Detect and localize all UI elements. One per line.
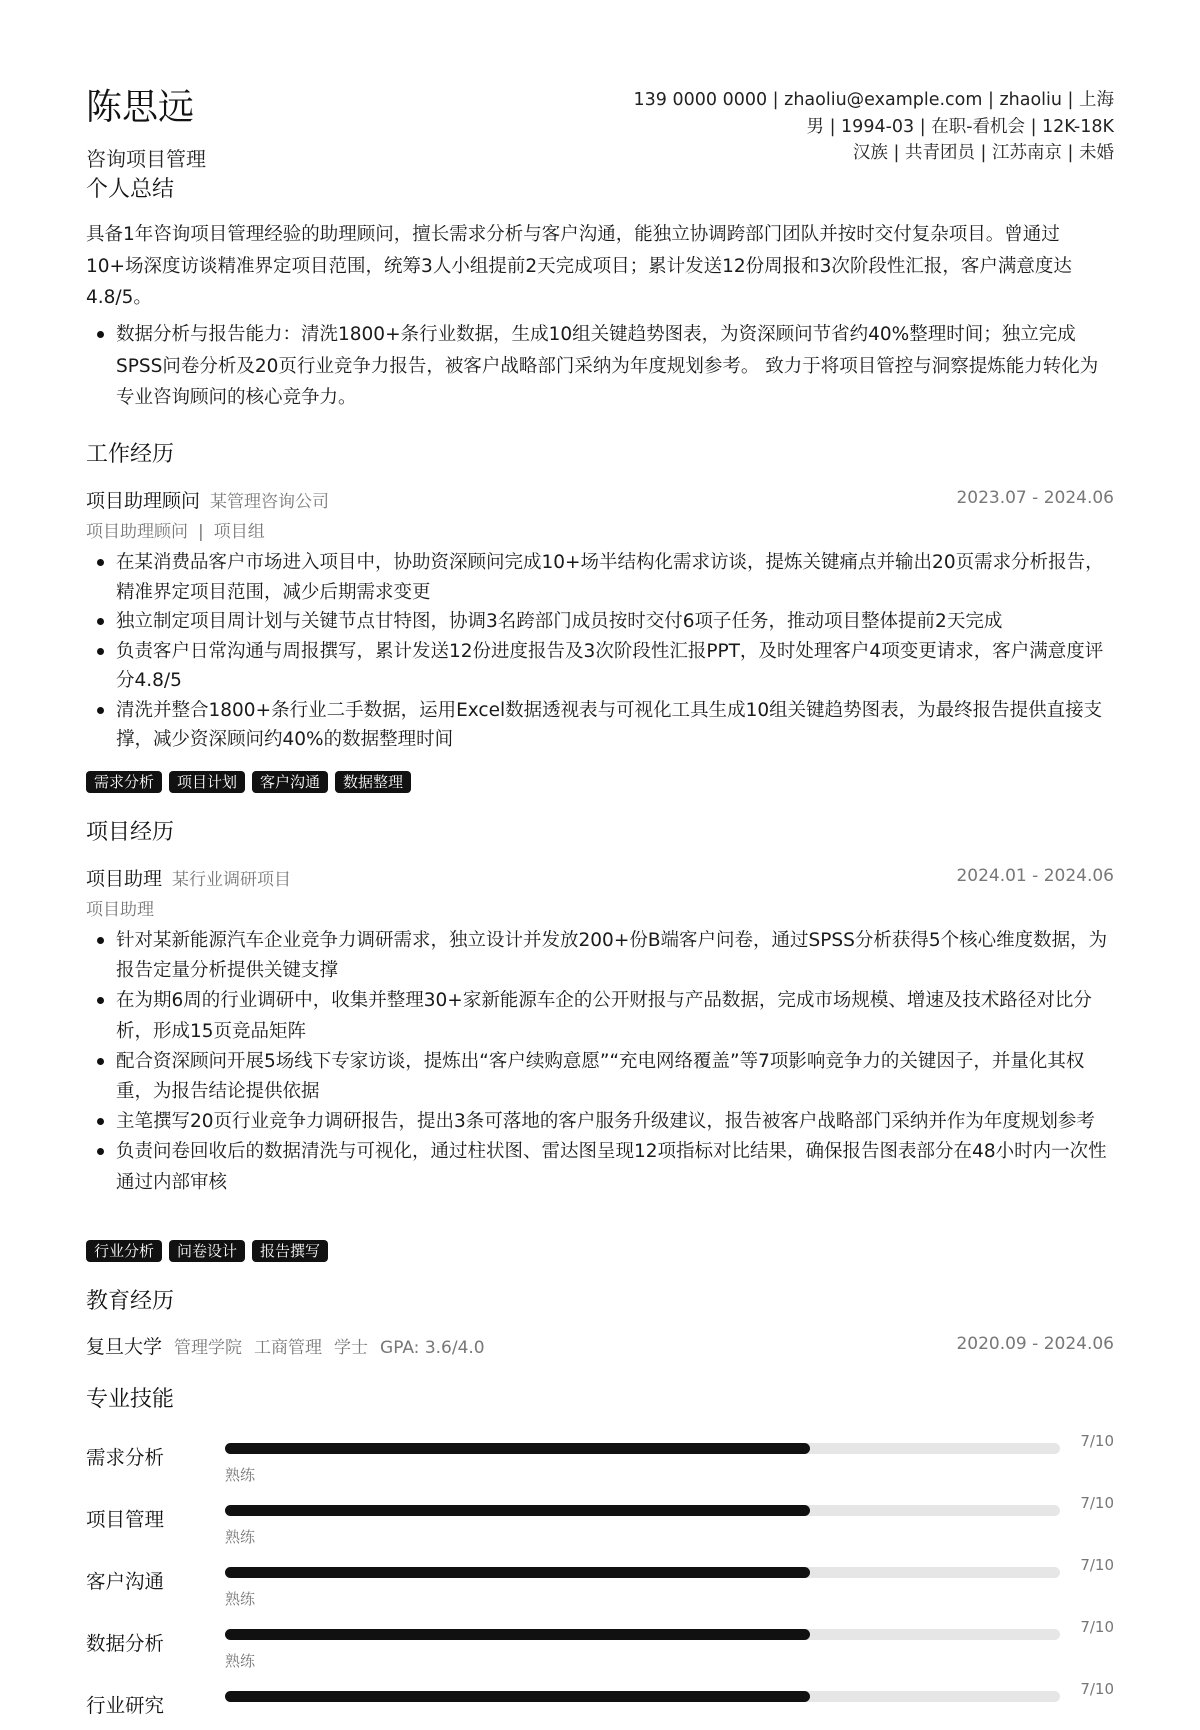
list-item: 负责问卷回收后的数据清洗与可视化，通过柱状图、雷达图呈现12项指标对比结果，确保报告图表部分在48小时内一次性通过内部审核	[86, 1137, 1116, 1197]
skill-score: 7/10	[1080, 1494, 1114, 1512]
skill-progress-fill	[225, 1443, 810, 1454]
skill-tag: 行业分析	[86, 1240, 162, 1262]
skill-tag: 客户沟通	[252, 771, 328, 793]
degree: 学士	[334, 1338, 369, 1358]
contact-line: 139 0000 0000 | zhaoliu@example.com | zhaoliu | 上海	[633, 90, 1114, 110]
project-date: 2024.01 - 2024.06	[956, 866, 1114, 886]
contact-info	[634, 87, 1114, 167]
list-item: 独立制定项目周计划与关键节点甘特图，协调3名跨部门成员按时交付6项子任务，推动项目整体提前2天完成	[86, 607, 1116, 637]
work-subline	[86, 517, 265, 542]
work-sub-team: 项目组	[213, 522, 265, 542]
skill-tag: 需求分析	[86, 771, 162, 793]
skill-score: 7/10	[1080, 1680, 1114, 1698]
section-title-summary: 个人总结	[86, 177, 175, 202]
work-date: 2023.07 - 2024.06	[956, 488, 1114, 508]
section-title-project: 项目经历	[86, 820, 175, 845]
work-tags	[86, 771, 411, 793]
skill-level: 熟练	[225, 1466, 256, 1484]
list-item: 主笔撰写20页行业竞争力调研报告，提出3条可落地的客户服务升级建议，报告被客户战略部门采纳并作为年度规划参考	[86, 1107, 1116, 1137]
skill-score: 7/10	[1080, 1556, 1114, 1574]
project-position: 项目助理	[86, 868, 163, 890]
skill-score: 7/10	[1080, 1618, 1114, 1636]
candidate-name: 陈思远	[86, 87, 195, 128]
skill-tag: 数据整理	[335, 771, 411, 793]
skill-level: 熟练	[225, 1528, 256, 1546]
skill-name: 项目管理	[86, 1508, 165, 1531]
skill-row	[86, 1674, 1114, 1730]
work-sub-role: 项目助理顾问	[86, 522, 188, 542]
gpa: GPA: 3.6/4.0	[380, 1338, 485, 1358]
skill-tag: 项目计划	[169, 771, 245, 793]
work-position: 项目助理顾问	[86, 490, 201, 512]
skill-name: 客户沟通	[86, 1570, 165, 1593]
skill-progress-track	[225, 1567, 1060, 1578]
project-tags	[86, 1240, 328, 1262]
skill-row	[86, 1426, 1114, 1482]
project-sub-role: 项目助理	[86, 900, 154, 920]
skill-progress-track	[225, 1629, 1060, 1640]
list-item: 在某消费品客户市场进入项目中，协助资深顾问完成10+场半结构化需求访谈，提炼关键痛点并输出20页需求分析报告，精准界定项目范围，减少后期需求变更	[86, 548, 1116, 607]
list-item: 数据分析与报告能力：清洗1800+条行业数据，生成10组关键趋势图表，为资深顾问节省约40%整理时间；独立完成SPSS问卷分析及20页行业竞争力报告，被客户战略部门采纳为年度规划参考。 致力于将项目管控与洞察提炼能力转化为专业咨询顾问的核心竞争力。	[86, 319, 1116, 414]
project-name: 某行业调研项目	[172, 870, 292, 890]
project-entry-header	[86, 864, 1114, 892]
education-entry	[86, 1332, 1114, 1359]
skill-name: 行业研究	[86, 1694, 165, 1717]
summary-bullets	[86, 319, 1116, 414]
section-title-skills: 专业技能	[86, 1387, 175, 1412]
skill-progress-fill	[225, 1505, 810, 1516]
work-bullets	[86, 548, 1116, 755]
skill-progress-fill	[225, 1567, 810, 1578]
list-item: 在为期6周的行业调研中，收集并整理30+家新能源车企的公开财报与产品数据，完成市场规模、增速及技术路径对比分析，形成15页竞品矩阵	[86, 986, 1116, 1046]
skill-level: 熟练	[225, 1590, 256, 1608]
section-title-work: 工作经历	[86, 442, 175, 467]
skill-name: 需求分析	[86, 1446, 165, 1469]
work-company: 某管理咨询公司	[210, 492, 330, 512]
skill-progress-track	[225, 1505, 1060, 1516]
list-item: 针对某新能源汽车企业竞争力调研需求，独立设计并发放200+份B端客户问卷，通过SPSS分析获得5个核心维度数据，为报告定量分析提供关键支撑	[86, 926, 1116, 986]
list-item: 负责客户日常沟通与周报撰写，累计发送12份进度报告及3次阶段性汇报PPT，及时处理客户4项变更请求，客户满意度评分4.8/5	[86, 637, 1116, 696]
summary-paragraph: 具备1年咨询项目管理经验的助理顾问，擅长需求分析与客户沟通，能独立协调跨部门团队并按时交付复杂项目。曾通过10+场深度访谈精准界定项目范围，统筹3人小组提前2天完成项目；累计发送12份周报和3次阶段性汇报，客户满意度达4.8/5。	[86, 224, 1072, 308]
skill-progress-fill	[225, 1629, 810, 1640]
school-name: 复旦大学	[86, 1336, 163, 1358]
skill-row	[86, 1612, 1114, 1668]
skill-level: 熟练	[225, 1652, 256, 1670]
contact-line: 汉族 | 共青团员 | 江苏南京 | 未婚	[852, 143, 1114, 163]
work-entry-header	[86, 486, 1114, 514]
contact-line: 男 | 1994-03 | 在职-看机会 | 12K-18K	[806, 116, 1114, 137]
skill-row	[86, 1550, 1114, 1606]
list-item: 清洗并整合1800+条行业二手数据，运用Excel数据透视表与可视化工具生成10组关键趋势图表，为最终报告提供直接支撑，减少资深顾问约40%的数据整理时间	[86, 696, 1116, 755]
skill-name: 数据分析	[86, 1632, 165, 1655]
candidate-role: 咨询项目管理	[86, 147, 206, 171]
college: 管理学院	[174, 1338, 243, 1358]
skill-progress-track	[225, 1443, 1060, 1454]
skill-tag: 问卷设计	[169, 1240, 245, 1262]
skill-score: 7/10	[1080, 1432, 1114, 1450]
major: 工商管理	[254, 1338, 323, 1358]
skill-row	[86, 1488, 1114, 1544]
resume-header	[86, 80, 1114, 180]
skill-tag: 报告撰写	[252, 1240, 328, 1262]
separator: |	[198, 522, 204, 542]
section-title-education: 教育经历	[86, 1289, 175, 1314]
project-bullets	[86, 926, 1116, 1198]
education-date: 2020.09 - 2024.06	[956, 1334, 1114, 1354]
list-item: 配合资深顾问开展5场线下专家访谈，提炼出“客户续购意愿”“充电网络覆盖”等7项影响竞争力的关键因子，并量化其权重，为报告结论提供依据	[86, 1047, 1116, 1107]
project-subline	[86, 895, 154, 920]
